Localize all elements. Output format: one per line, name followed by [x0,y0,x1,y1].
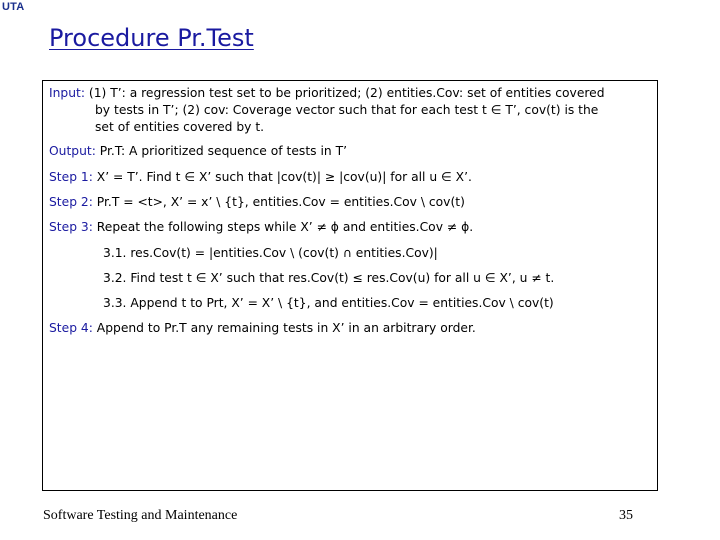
output-text: Pr.T: A prioritized sequence of tests in T’ [99,144,347,158]
slide-title: Procedure Pr.Test [49,24,254,52]
input-label: Input: [49,86,85,100]
step-2-label: Step 2: [49,195,93,209]
step-2-text: Pr.T = <t>, X’ = x’ \ {t}, entities.Cov = entities.Cov \ cov(t) [96,195,465,209]
input-text-1: (1) T’: a regression test set to be prioritized; (2) entities.Cov: set of entities covered [88,86,605,100]
step-3-2: 3.2. Find test t ∈ X’ such that res.Cov(t) ≤ res.Cov(u) for all u ∈ X’, u ≠ t. [103,271,555,285]
step-4 [49,320,476,336]
input-line-3: set of entities covered by t. [95,120,265,134]
uta-logo: UTA [2,1,25,13]
step-1-text: X’ = T’. Find t ∈ X’ such that |cov(t)| ≥ |cov(u)| for all u ∈ X’. [96,170,472,184]
page-number: 35 [619,508,633,523]
footer-course: Software Testing and Maintenance [43,508,238,523]
step-1 [49,169,472,185]
step-3-3: 3.3. Append t to Prt, X’ = X’ \ {t}, and entities.Cov = entities.Cov \ cov(t) [103,296,554,310]
step-1-label: Step 1: [49,170,93,184]
output-label: Output: [49,144,96,158]
step-4-text: Append to Pr.T any remaining tests in X’ in an arbitrary order. [96,321,476,335]
step-3-label: Step 3: [49,220,93,234]
step-3-text: Repeat the following steps while X’ ≠ ϕ and entities.Cov ≠ ϕ. [96,220,474,234]
step-3-1: 3.1. res.Cov(t) = |entities.Cov \ (cov(t) ∩ entities.Cov)| [103,246,438,260]
step-3 [49,219,473,235]
input-line-1 [49,85,605,101]
output-line [49,143,347,159]
input-line-2: by tests in T’; (2) cov: Coverage vector such that for each test t ∈ T’, cov(t) is the [95,103,599,117]
step-4-label: Step 4: [49,321,93,335]
step-2 [49,194,465,210]
